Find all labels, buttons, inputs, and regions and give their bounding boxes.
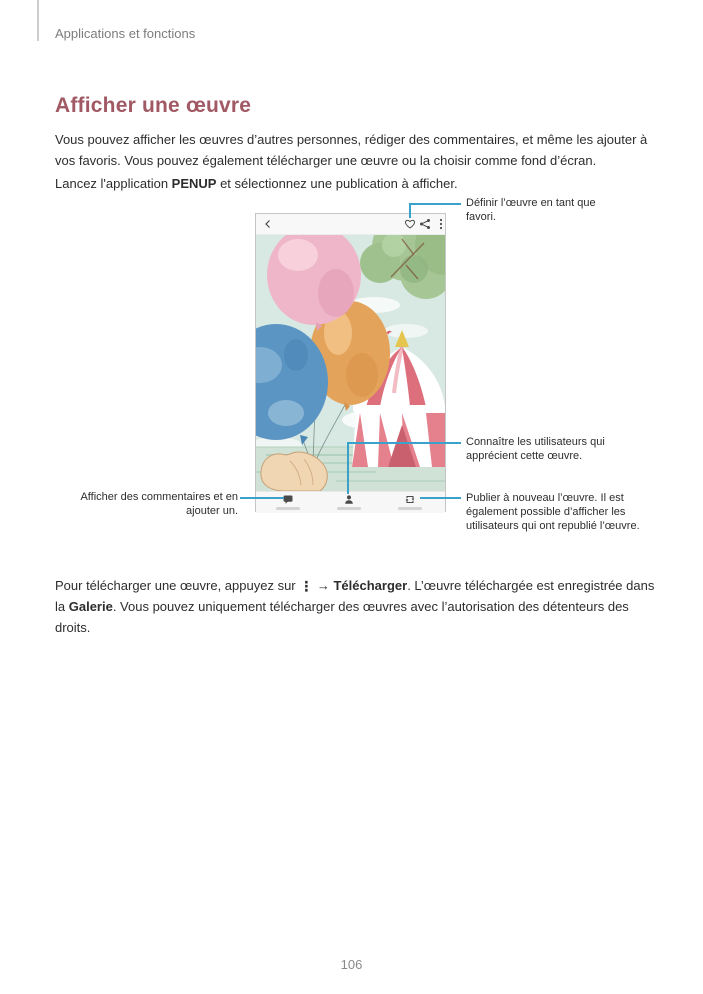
callout-repost: Publier à nouveau l’œuvre. Il est également possible d’afficher les utilisateurs qui ont republié l’œuvre.: [466, 492, 640, 532]
callout-likes: Connaître les utilisateurs qui apprécient cette œuvre.: [466, 436, 605, 462]
callout-line-likes-horizontal: [347, 442, 461, 444]
arrow-glyph: →: [313, 578, 334, 593]
download-text-post: . Vous pouvez uniquement télécharger des œuvres avec l’autorisation des détenteurs des droits.: [55, 599, 629, 635]
header-rule: [37, 0, 39, 41]
download-menu-label: Télécharger: [333, 578, 408, 593]
share-icon: [419, 218, 431, 230]
gallery-app-label: Galerie: [68, 599, 113, 614]
repost-caption-placeholder: [398, 507, 422, 510]
callout-line-favorite-vertical: [409, 203, 411, 218]
comment-caption-placeholder: [276, 507, 300, 510]
artwork-balloons-illustration: [256, 235, 445, 491]
download-paragraph: [55, 575, 656, 638]
repost-icon: [405, 495, 415, 504]
callout-favorite: Définir l’œuvre en tant que favori.: [466, 197, 596, 223]
more-icon: [435, 218, 447, 230]
likes-action: [334, 495, 364, 510]
page-title: Afficher une œuvre: [55, 94, 252, 118]
launch-text-pre: Lancez l'application: [55, 176, 172, 191]
callout-comments: Afficher des commentaires et en ajouter un.: [80, 491, 238, 517]
screenshot-bottombar: [256, 491, 445, 513]
callout-line-comments: [240, 497, 284, 499]
back-icon: [262, 218, 274, 230]
likes-caption-placeholder: [337, 507, 361, 510]
hand: [261, 452, 327, 491]
download-text-mid: . L’œuvre téléchargée est enregistrée dans la: [55, 578, 655, 614]
running-header: Applications et fonctions: [55, 26, 196, 41]
launch-text-post: et sélectionnez une publication à afficher.: [216, 176, 458, 191]
heart-icon: [404, 218, 416, 230]
device-screenshot: [255, 213, 446, 512]
person-icon: [344, 495, 354, 504]
intro-paragraph: Vous pouvez afficher les œuvres d’autres personnes, rédiger des commentaires, et même les ajouter à vos favoris. Vous pouvez également télécharger une œuvre ou la choisir comme fond d’écran.: [55, 132, 648, 168]
app-name-penup: PENUP: [171, 176, 217, 191]
screenshot-topbar: [256, 214, 445, 235]
download-text-pre: Pour télécharger une œuvre, appuyez sur: [55, 578, 300, 593]
comment-icon: [283, 495, 293, 504]
launch-paragraph: [55, 173, 655, 194]
page-number: 106: [340, 957, 363, 972]
callout-line-likes-vertical: [347, 442, 349, 494]
callout-line-repost: [420, 497, 461, 499]
callout-line-favorite-horizontal: [409, 203, 461, 205]
more-options-icon: ⋮: [299, 578, 314, 594]
